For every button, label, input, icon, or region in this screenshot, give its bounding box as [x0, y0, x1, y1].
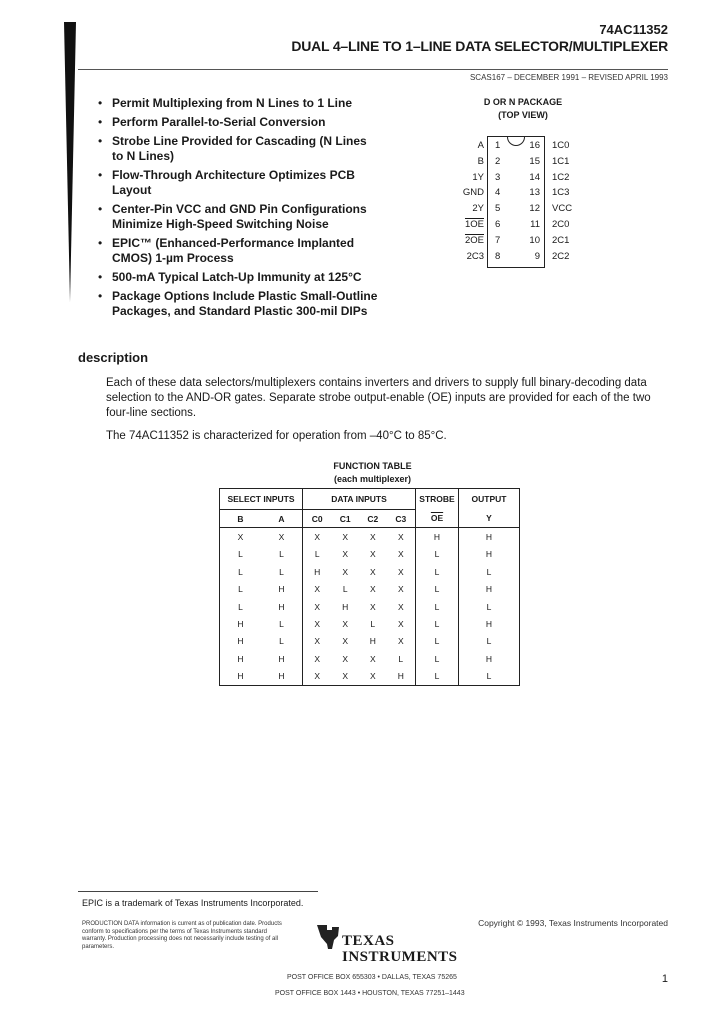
address-line: POST OFFICE BOX 655303 • DALLAS, TEXAS 75265 — [287, 974, 457, 981]
feature-item: • Permit Multiplexing from N Lines to 1 Line — [98, 96, 353, 110]
table-cell: H — [416, 528, 459, 546]
table-row — [220, 650, 520, 667]
group-header: STROBE — [416, 489, 459, 510]
table-cell: H — [278, 653, 285, 664]
table-cell: H — [237, 636, 244, 647]
table-cell: L — [238, 566, 243, 577]
table-cell: H — [237, 619, 244, 630]
production-data-notice: PRODUCTION DATA information is current as of publication date. Products conform to specifications per the terms of Texas Instruments standard warranty. Production processing does not necessarily include testing of all parameters. — [82, 921, 282, 950]
feature-list — [98, 96, 378, 323]
table-cell: H — [278, 601, 285, 612]
table-cell: L — [459, 668, 520, 686]
table-cell: L — [279, 566, 284, 577]
table-cell: X — [303, 598, 332, 615]
table-cell: L — [416, 546, 459, 563]
footnote-rule — [78, 891, 318, 892]
table-cell: X — [369, 601, 376, 612]
table-cell: H — [237, 653, 244, 664]
feature-item: • Perform Parallel-to-Serial Conversion — [98, 115, 326, 129]
table-row — [220, 546, 520, 563]
table-cell: L — [279, 619, 284, 630]
table-cell: X — [369, 532, 376, 543]
table-cell: H — [459, 615, 520, 632]
table-cell: X — [342, 653, 349, 664]
table-row — [220, 528, 520, 546]
table-row — [220, 581, 520, 598]
table-cell: L — [416, 668, 459, 686]
doc-id: SCAS167 – DECEMBER 1991 – REVISED APRIL 1993 — [469, 73, 668, 82]
feature-item: • EPIC™ (Enhanced-Performance Implanted CMOS) 1-µm Process — [98, 236, 355, 265]
table-cell: X — [397, 566, 404, 577]
group-header: OUTPUT — [459, 489, 520, 510]
table-cell: L — [370, 619, 376, 630]
column-header: C1 — [331, 510, 359, 528]
table-cell: L — [416, 598, 459, 615]
table-cell: L — [416, 615, 459, 632]
table-cell: L — [416, 563, 459, 580]
feature-item: • Package Options Include Plastic Small-Outline Packages, and Standard Plastic 300-mil DIPs — [98, 289, 378, 318]
column-header: C0 — [303, 510, 332, 528]
table-cell: X — [237, 532, 244, 543]
table-row — [220, 598, 520, 615]
left-pin-numbers: 1 2 3 4 5 6 7 8 — [495, 140, 501, 262]
table-cell: H — [397, 671, 404, 682]
table-cell: X — [303, 615, 332, 632]
table-cell: X — [342, 549, 349, 560]
table-cell: L — [459, 563, 520, 580]
table-cell: X — [303, 650, 332, 667]
table-cell: X — [342, 619, 349, 630]
table-cell: L — [303, 546, 332, 563]
description-paragraph-2: The 74AC11352 is characterized for operation from –40°C to 85°C. — [106, 430, 447, 442]
table-cell: L — [279, 636, 284, 647]
table-cell: H — [459, 528, 520, 546]
table-cell: X — [369, 671, 376, 682]
table-cell: X — [397, 532, 404, 543]
right-pin-numbers: 16 15 14 13 12 11 10 9 — [529, 140, 540, 262]
table-cell: X — [369, 653, 376, 664]
table-cell: L — [398, 653, 404, 664]
table-cell: L — [279, 549, 284, 560]
table-cell: X — [303, 528, 332, 546]
package-title: D OR N PACKAGE (TOP VIEW) — [483, 97, 563, 120]
feature-item: • 500-mA Typical Latch-Up Immunity at 125°C — [98, 270, 362, 284]
table-cell: X — [397, 601, 404, 612]
table-cell: L — [459, 633, 520, 650]
table-cell: X — [342, 671, 349, 682]
table-cell: X — [342, 636, 349, 647]
table-cell: X — [303, 633, 332, 650]
copyright: Copyright © 1993, Texas Instruments Incorporated — [478, 918, 668, 928]
function-table — [219, 488, 520, 686]
company-name: TEXAS INSTRUMENTS — [342, 933, 458, 965]
table-cell: L — [416, 581, 459, 598]
column-header: $\overline{OE}$ — [416, 510, 459, 528]
description-heading: description — [78, 350, 149, 365]
table-cell: X — [369, 566, 376, 577]
feature-item: • Flow-Through Architecture Optimizes PCB Layout — [98, 168, 355, 197]
table-row — [220, 633, 520, 650]
header-rule — [78, 69, 668, 70]
trademark-note: EPIC is a trademark of Texas Instruments Incorporated. — [82, 898, 304, 908]
table-cell: X — [342, 532, 349, 543]
table-cell: X — [397, 636, 404, 647]
table-cell: L — [416, 633, 459, 650]
column-header: Y — [459, 510, 520, 528]
table-cell: L — [238, 584, 243, 595]
table-cell: L — [416, 650, 459, 667]
group-header: DATA INPUTS — [303, 489, 416, 510]
group-header: SELECT INPUTS — [220, 489, 303, 510]
column-header: A — [261, 510, 303, 528]
page-number: 1 — [661, 973, 668, 985]
page-title: DUAL 4–LINE TO 1–LINE DATA SELECTOR/MULTIPLEXER — [291, 38, 668, 54]
sidebar-wedge — [64, 22, 76, 302]
feature-item: • Strobe Line Provided for Cascading (N Lines to N Lines) — [98, 134, 367, 163]
table-cell: H — [459, 546, 520, 563]
table-cell: X — [369, 584, 376, 595]
address-line: POST OFFICE BOX 1443 • HOUSTON, TEXAS 77251–1443 — [275, 990, 465, 997]
table-row — [220, 668, 520, 686]
table-cell: H — [342, 601, 349, 612]
table-cell: L — [238, 601, 243, 612]
table-cell: H — [459, 581, 520, 598]
table-cell: L — [238, 549, 243, 560]
function-table-title: FUNCTION TABLE (each multiplexer) — [333, 461, 412, 484]
table-cell: L — [342, 584, 348, 595]
table-row — [220, 563, 520, 580]
table-cell: X — [303, 581, 332, 598]
table-cell: X — [369, 549, 376, 560]
table-cell: X — [397, 549, 404, 560]
table-row — [220, 615, 520, 632]
left-pin-names: A B 1Y GND 2Y 1OE 2OE 2C3 — [462, 140, 484, 262]
table-cell: H — [237, 671, 244, 682]
table-cell: L — [459, 598, 520, 615]
table-cell: H — [459, 650, 520, 667]
description-paragraph: Each of these data selectors/multiplexers contains inverters and drivers to supply full binary-decoding data selection to the AND-OR gates. Separate strobe output-enable (OE) inputs are provided for each of the two four-line sections. — [106, 377, 651, 419]
table-cell: H — [303, 563, 332, 580]
table-cell: X — [397, 619, 404, 630]
table-cell: H — [369, 636, 376, 647]
part-number: 74AC11352 — [599, 22, 668, 37]
table-cell: H — [278, 584, 285, 595]
table-cell: X — [303, 668, 332, 686]
column-header: B — [220, 510, 262, 528]
column-header: C2 — [359, 510, 387, 528]
right-pin-names: 1C0 1C1 1C2 1C3 VCC 2C0 2C1 2C2 — [552, 140, 573, 262]
table-cell: X — [397, 584, 404, 595]
chip-notch — [507, 128, 525, 146]
column-header: C3 — [387, 510, 416, 528]
table-cell: X — [278, 532, 285, 543]
ti-logo-icon — [315, 922, 341, 952]
feature-item: • Center-Pin VCC and GND Pin Configurations Minimize High-Speed Switching Noise — [98, 202, 367, 231]
table-cell: X — [342, 566, 349, 577]
table-cell: H — [278, 671, 285, 682]
